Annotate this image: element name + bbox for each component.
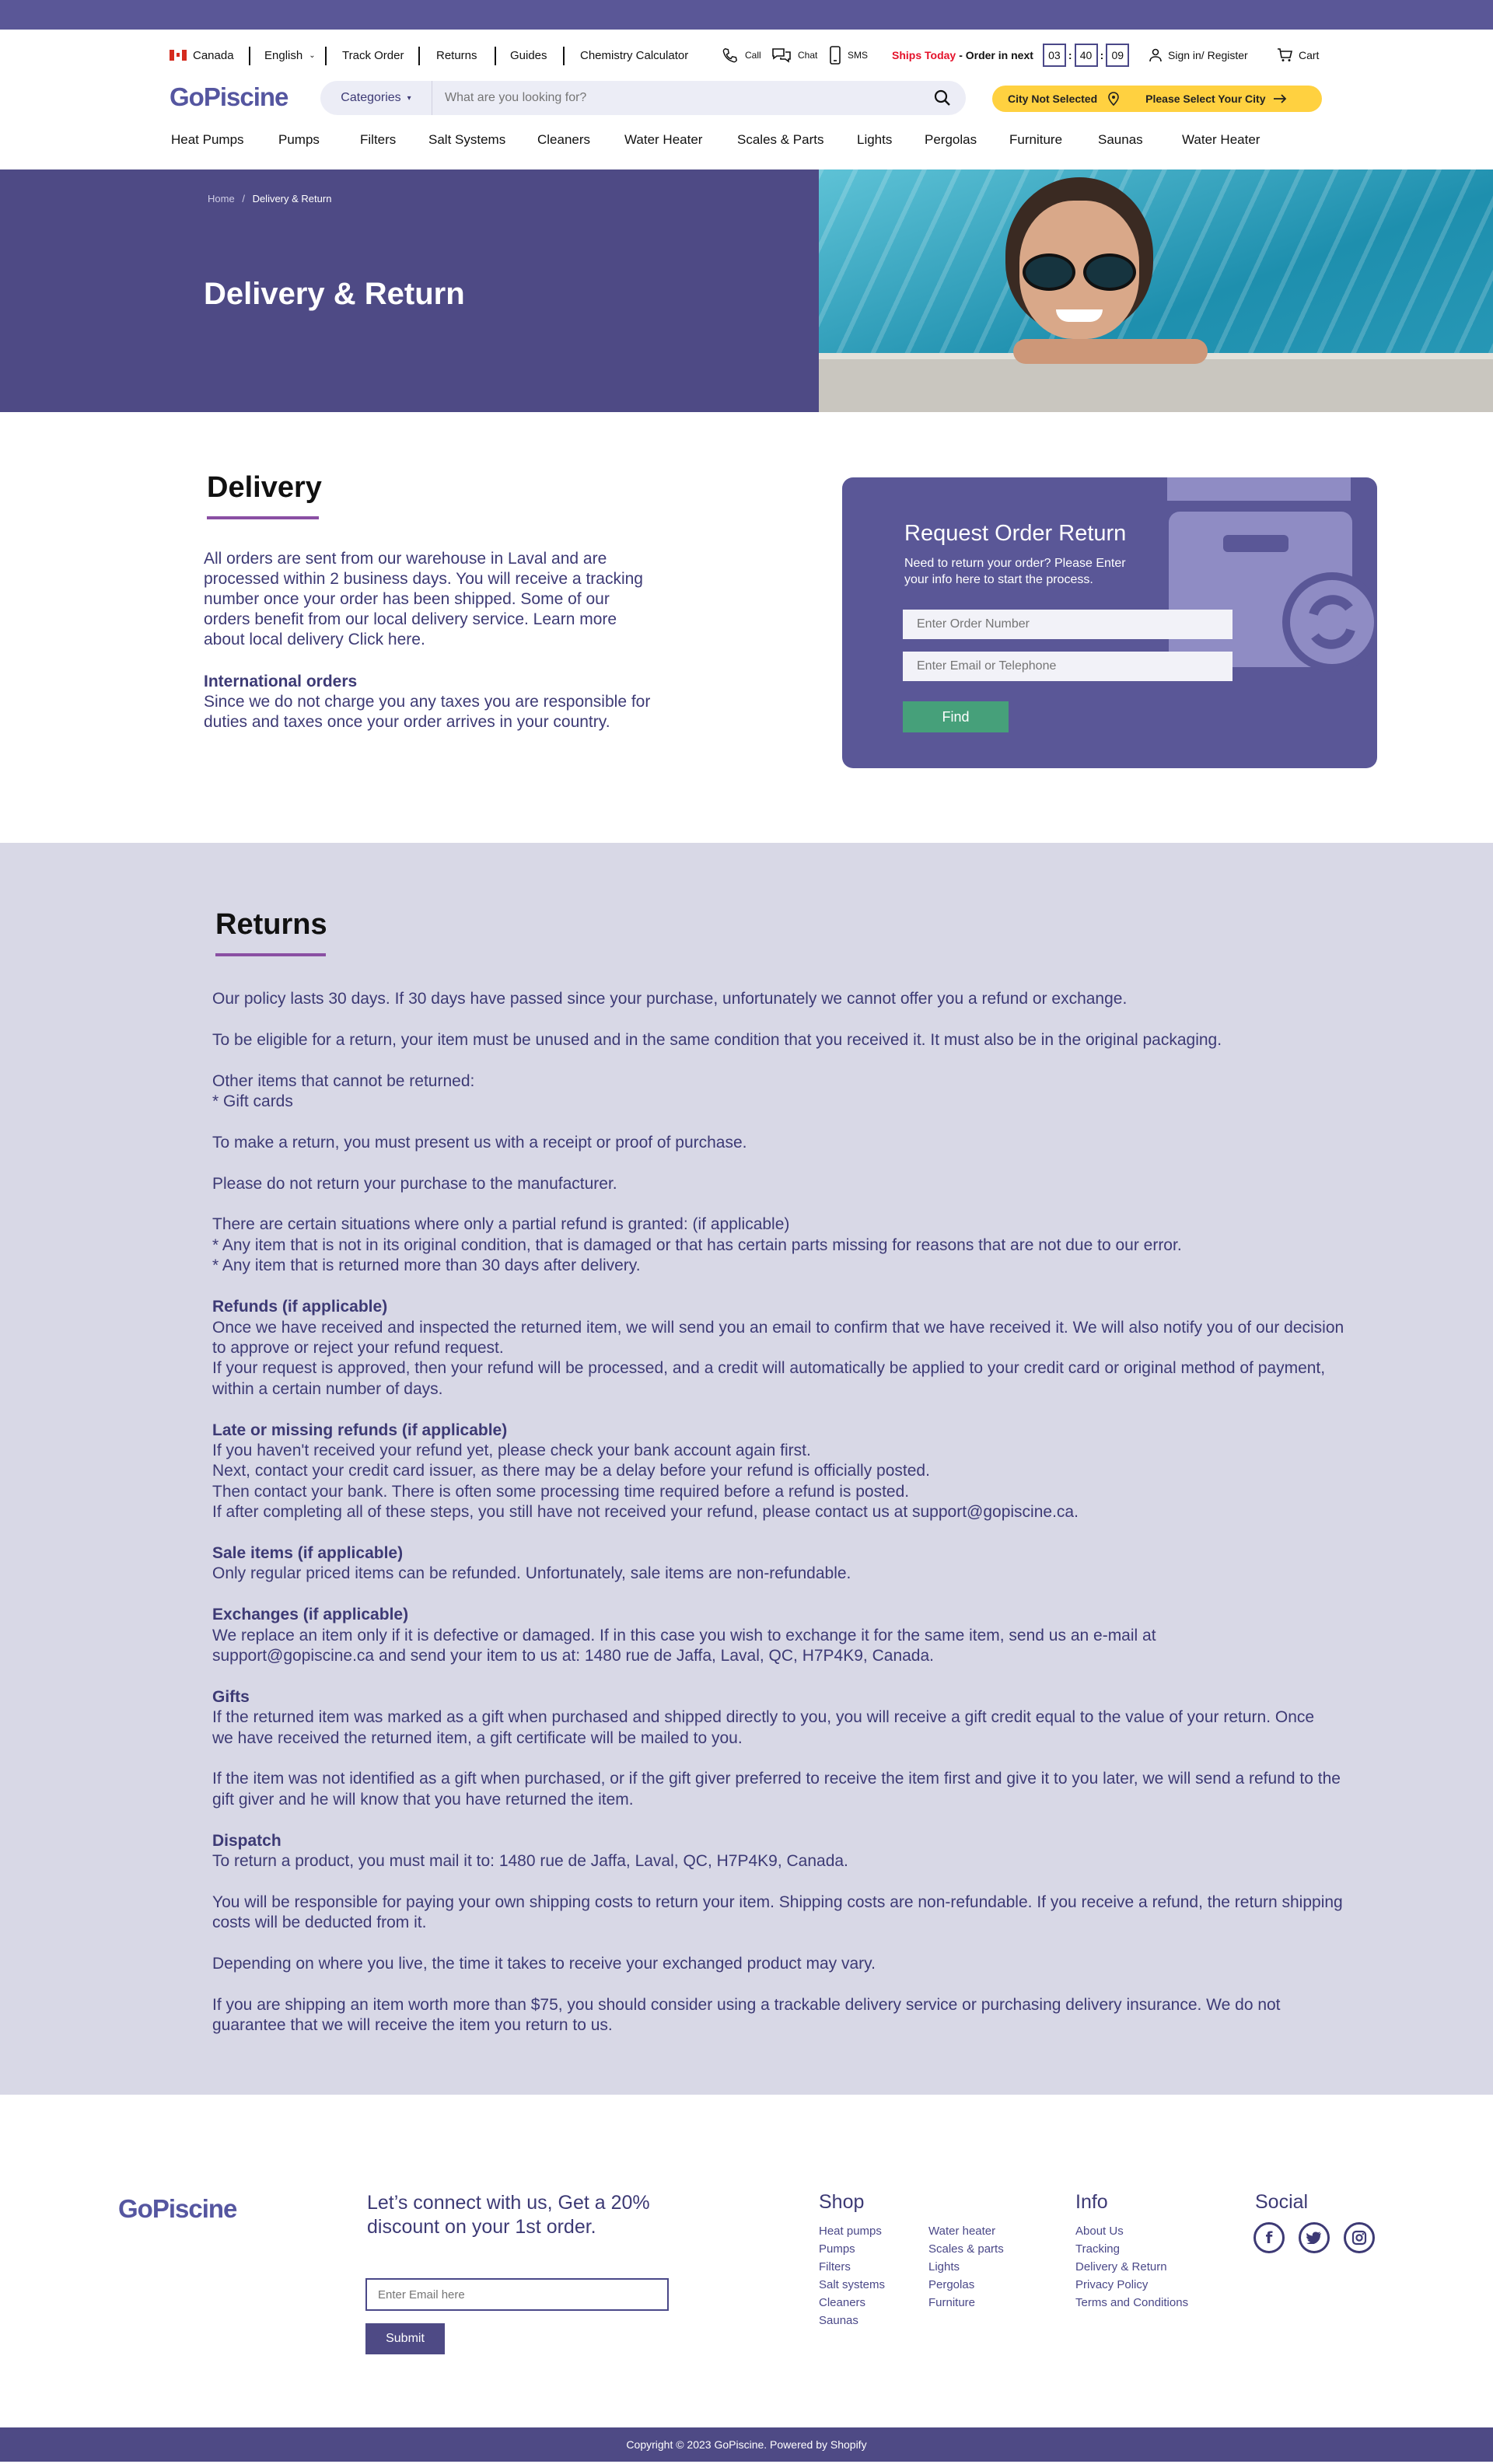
search-input[interactable]: [432, 81, 919, 115]
shop-links-col2: [928, 2222, 1004, 2312]
sale-items-heading: Sale items (if applicable): [212, 1543, 404, 1562]
refunds-heading: Refunds (if applicable): [212, 1298, 388, 1316]
divider: [563, 47, 565, 65]
nav-item-filters[interactable]: Filters: [360, 132, 397, 147]
city-not-selected-label: City Not Selected: [1008, 93, 1098, 105]
footer-link-salt-systems[interactable]: Salt systems: [819, 2278, 886, 2291]
hero-text-panel: [0, 170, 819, 412]
footer-link-filters[interactable]: Filters: [819, 2260, 851, 2274]
dispatch-heading: Dispatch: [212, 1831, 281, 1850]
canada-flag-icon: [170, 50, 187, 61]
footer-link-about-us[interactable]: About Us: [1075, 2225, 1124, 2238]
city-selector[interactable]: [992, 86, 1322, 112]
policy-paragraph: To be eligible for a return, your item must be unused and in the same condition that you received it. It must also be in the original packaging.: [212, 1030, 1222, 1049]
footer-link-delivery-return[interactable]: Delivery & Return: [1075, 2260, 1167, 2274]
cart-link[interactable]: [1277, 30, 1319, 81]
sms-phone-icon: [829, 46, 841, 65]
policy-paragraph: Please do not return your purchase to the manufacturer.: [212, 1174, 617, 1193]
footer-logo[interactable]: GoPiscine: [118, 2194, 237, 2223]
policy-paragraph: We replace an item only if it is defective or damaged. If in this case you wish to exchange it for the same item, send us an e-mail at support@gopiscine.ca and send your item to us at: 1480 rue de Jaffa, Laval, QC, H7P4K9, Canada.: [212, 1626, 1156, 1665]
copyright-bar: [0, 2427, 1493, 2462]
late-refunds-heading: Late or missing refunds (if applicable): [212, 1421, 508, 1439]
countdown-timer: 03 : 40 : 09: [1043, 44, 1129, 67]
policy-paragraph: If after completing all of these steps, you still have not received your refund, please contact us at support@gopiscine.ca.: [212, 1503, 1079, 1522]
footer-link-heat-pumps[interactable]: Heat pumps: [819, 2225, 882, 2238]
guides-label: Guides: [510, 48, 547, 62]
nav-item-cleaners[interactable]: Cleaners: [537, 132, 591, 147]
breadcrumb-home[interactable]: Home: [208, 193, 235, 204]
international-text: Since we do not charge you any taxes you are responsible for duties and taxes once your order arrives in your country.: [204, 693, 651, 731]
newsletter-submit-button[interactable]: Submit: [365, 2323, 445, 2354]
arrow-right-icon: [1273, 94, 1287, 103]
find-button[interactable]: Find: [903, 701, 1009, 732]
twitter-icon[interactable]: [1299, 2222, 1330, 2253]
instagram-icon[interactable]: [1344, 2222, 1375, 2253]
policy-paragraph: Next, contact your credit card issuer, as there may be a delay before your refund is officially posted.: [212, 1462, 930, 1480]
footer-link-furniture[interactable]: Furniture: [928, 2296, 976, 2309]
policy-paragraph: To make a return, you must present us with a receipt or proof of purchase.: [212, 1133, 747, 1152]
site-logo[interactable]: GoPiscine: [170, 82, 288, 111]
return-box-icon: [1161, 477, 1377, 680]
policy-paragraph: To return a product, you must mail it to: 1480 rue de Jaffa, Laval, QC, H7P4K9, Canada.: [212, 1852, 848, 1871]
chemistry-calculator-link[interactable]: [580, 30, 688, 81]
user-icon: [1149, 48, 1162, 62]
shop-links-col1: [819, 2222, 885, 2329]
ships-today-label: Ships Today: [892, 49, 956, 61]
breadcrumb-current: Delivery & Return: [252, 193, 332, 204]
nav-item-furniture[interactable]: Furniture: [1009, 132, 1063, 147]
policy-paragraph: If the returned item was marked as a gift when purchased and shipped directly to you, you will receive a gift credit equal to the value of your return. Once we have received the returned item, a gift certificate will be mailed to you.: [212, 1708, 1315, 1747]
policy-paragraph: Our policy lasts 30 days. If 30 days have passed since your purchase, unfortunately we cannot offer you a refund or exchange.: [212, 990, 1128, 1008]
footer-link-cleaners[interactable]: Cleaners: [819, 2296, 866, 2309]
nav-item-heat-pumps[interactable]: Heat Pumps: [171, 132, 244, 147]
social-heading: Social: [1255, 2191, 1309, 2213]
footer-link-scales-parts[interactable]: Scales & parts: [928, 2242, 1004, 2256]
track-order-label: Track Order: [342, 48, 404, 62]
returns-label: Returns: [436, 48, 477, 62]
chat-icon: [771, 47, 792, 64]
language-label: English: [264, 48, 303, 62]
exchanges-heading: Exchanges (if applicable): [212, 1606, 409, 1624]
nav-item-lights[interactable]: Lights: [857, 132, 893, 147]
chat-link[interactable]: [771, 30, 817, 81]
location-pin-icon: [1108, 92, 1119, 106]
breadcrumb-separator: /: [242, 193, 245, 204]
sms-link[interactable]: [829, 30, 868, 81]
sign-in-link[interactable]: [1149, 30, 1248, 81]
divider: [249, 47, 250, 65]
search-icon: [933, 89, 952, 107]
shop-heading: Shop: [819, 2191, 865, 2213]
nav-item-water-heater-2[interactable]: Water Heater: [1182, 132, 1260, 147]
footer-link-lights[interactable]: Lights: [928, 2260, 960, 2274]
info-heading: Info: [1075, 2191, 1108, 2213]
delivery-heading: Delivery: [207, 471, 322, 504]
footer-link-tracking[interactable]: Tracking: [1075, 2242, 1120, 2256]
call-link[interactable]: [722, 30, 761, 81]
email-telephone-input[interactable]: [903, 652, 1233, 681]
nav-item-saunas[interactable]: Saunas: [1098, 132, 1143, 147]
policy-paragraph: There are certain situations where only a partial refund is granted: (if applicable): [212, 1215, 790, 1234]
hero-banner: [0, 170, 1493, 412]
page-title: Delivery & Return: [204, 277, 465, 311]
phone-icon: [722, 47, 739, 64]
request-return-card: [842, 477, 1377, 768]
heading-underline: [215, 953, 326, 956]
nav-item-water-heater[interactable]: Water Heater: [624, 132, 703, 147]
policy-paragraph: Once we have received and inspected the returned item, we will send you an email to confirm that we have received it. We will also notify you of our decision to approve or reject your refund request.: [212, 1318, 1344, 1357]
nav-item-pumps[interactable]: Pumps: [278, 132, 320, 147]
returns-policy-text: [212, 989, 1348, 2036]
select-city-label: Please Select Your City: [1145, 93, 1266, 105]
returns-link[interactable]: [436, 30, 477, 81]
social-links: [1253, 2222, 1375, 2253]
chat-label: Chat: [798, 50, 818, 61]
newsletter-email-input[interactable]: [365, 2278, 669, 2311]
facebook-icon[interactable]: f: [1253, 2222, 1285, 2253]
policy-paragraph: Then contact your bank. There is often some processing time required before a refund is posted.: [212, 1482, 910, 1501]
breadcrumb: [208, 193, 331, 204]
utility-bar: [0, 30, 1493, 81]
divider: [418, 47, 420, 65]
sms-label: SMS: [848, 50, 869, 61]
footer-link-pumps[interactable]: Pumps: [819, 2242, 855, 2256]
footer: [0, 2095, 1493, 2427]
search-bar: [320, 81, 966, 115]
search-button[interactable]: [919, 89, 966, 107]
footer-link-saunas[interactable]: Saunas: [819, 2314, 858, 2327]
return-card-title: Request Order Return: [904, 521, 1127, 546]
footer-link-pergolas[interactable]: Pergolas: [928, 2278, 975, 2291]
nav-item-scales-parts[interactable]: Scales & Parts: [737, 132, 824, 147]
order-in-next-label: - Order in next: [959, 49, 1033, 61]
returns-heading: Returns: [215, 908, 327, 941]
footer-promo: Let’s connect with us, Get a 20% discount on your 1st order.: [367, 2192, 650, 2238]
international-heading: International orders: [204, 673, 358, 690]
top-strip: [0, 0, 1493, 30]
caret-down-icon: ▾: [407, 93, 411, 103]
timer-minutes: 40: [1075, 44, 1098, 67]
delivery-section: [0, 412, 1493, 843]
footer-link-terms[interactable]: Terms and Conditions: [1075, 2296, 1189, 2309]
policy-paragraph: If your request is approved, then your refund will be processed, and a credit will automatically be applied to your credit card or original method of payment, within a certain number of days.: [212, 1359, 1326, 1398]
language-selector[interactable]: [264, 30, 316, 81]
logo-search-bar: [0, 81, 1493, 118]
info-links: [1075, 2222, 1188, 2312]
ships-today-notice: [892, 30, 1129, 81]
delivery-text: All orders are sent from our warehouse in Laval and are processed within 2 business days. You will receive a tracking number once your order has been shipped. Some of our orders benefit from our local delivery service. Learn more about local delivery Click here.: [204, 550, 643, 648]
heading-underline: [207, 516, 319, 519]
hero-photo-woman-in-pool: [819, 170, 1493, 412]
chemistry-label: Chemistry Calculator: [580, 48, 689, 62]
timer-seconds: 09: [1106, 44, 1129, 67]
cart-label: Cart: [1299, 49, 1320, 61]
categories-label: Categories: [341, 91, 401, 104]
main-nav: [0, 118, 1493, 170]
country-label: Canada: [193, 48, 234, 62]
copyright-text: Copyright © 2023 GoPiscine. Powered by Shopify: [626, 2438, 867, 2451]
policy-paragraph: Depending on where you live, the time it takes to receive your exchanged product may vary.: [212, 1955, 876, 1973]
call-label: Call: [745, 50, 761, 61]
returns-section: [0, 843, 1493, 2095]
track-order-link[interactable]: [342, 30, 404, 81]
timer-hours: 03: [1043, 44, 1066, 67]
policy-paragraph: * Any item that is not in its original condition, that is damaged or that has certain parts missing for reasons that are not due to our error.: [212, 1235, 1182, 1254]
divider: [325, 47, 327, 65]
sign-in-label: Sign in/ Register: [1168, 49, 1248, 61]
policy-paragraph: If you are shipping an item worth more than $75, you should consider using a trackable delivery service or purchasing delivery insurance. We do not guarantee that we will receive the item you return to us.: [212, 1995, 1281, 2035]
policy-paragraph: Other items that cannot be returned:: [212, 1071, 475, 1090]
guides-link[interactable]: [510, 30, 547, 81]
footer-link-water-heater[interactable]: Water heater: [928, 2225, 996, 2238]
country-selector[interactable]: [170, 30, 234, 81]
policy-paragraph: You will be responsible for paying your own shipping costs to return your item. Shipping costs are non-refundable. If you receive a refund, the return shipping costs will be deducted from it.: [212, 1893, 1343, 1932]
international-orders: [204, 672, 670, 732]
policy-paragraph: If the item was not identified as a gift when purchased, or if the gift giver preferred to receive the item first and give it to you later, we will send a refund to the gift giver and he will know that you have returned the item.: [212, 1770, 1341, 1809]
footer-link-privacy-policy[interactable]: Privacy Policy: [1075, 2278, 1149, 2291]
policy-paragraph: * Gift cards: [212, 1092, 293, 1111]
cart-icon: [1277, 48, 1292, 62]
gifts-heading: Gifts: [212, 1687, 250, 1706]
chevron-down-icon: ⌄: [309, 51, 316, 60]
policy-paragraph: Only regular priced items can be refunded. Unfortunately, sale items are non-refundable.: [212, 1564, 851, 1583]
nav-item-pergolas[interactable]: Pergolas: [925, 132, 977, 147]
nav-item-salt-systems[interactable]: Salt Systems: [428, 132, 506, 147]
divider: [495, 47, 496, 65]
order-number-input[interactable]: [903, 610, 1233, 639]
categories-dropdown[interactable]: [320, 81, 432, 115]
policy-paragraph: If you haven't received your refund yet, please check your bank account again first.: [212, 1441, 811, 1459]
policy-paragraph: * Any item that is returned more than 30 days after delivery.: [212, 1256, 641, 1275]
return-card-text: Need to return your order? Please Enter your info here to start the process.: [904, 557, 1126, 586]
